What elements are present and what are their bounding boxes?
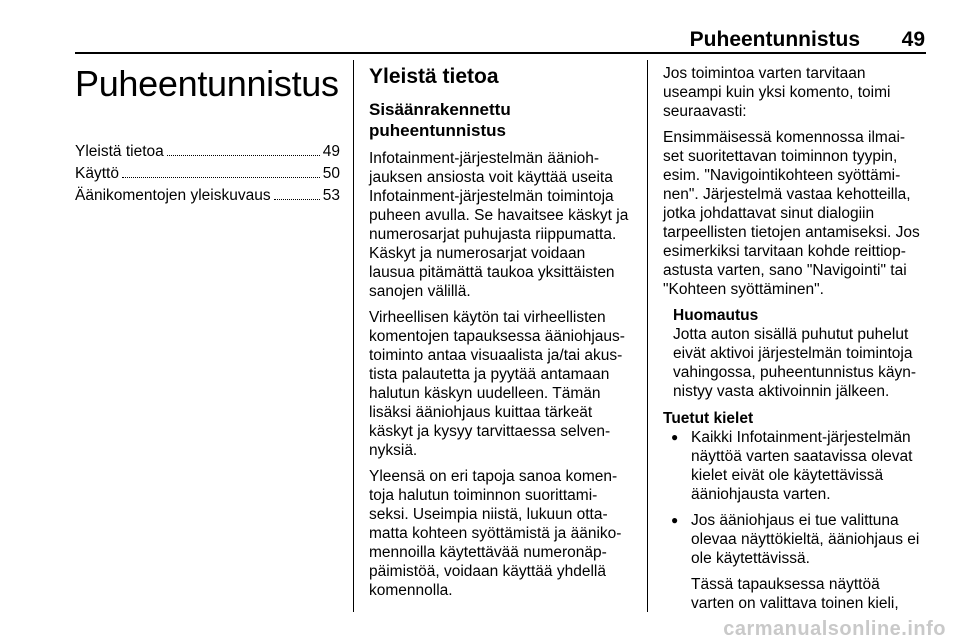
toc-label: Käyttö [75,165,119,182]
column-2 [369,64,634,607]
section-heading: Yleistä tietoa [369,65,499,88]
body-paragraph: Infotainment-järjestelmän äänioh- jauksen ansiosta voit käyttää useita Infotainment-järjestelmän toimintoja puheen avulla. Se havaitsee käskyt ja numerosarjat puhujasta riippumatta. Käskyt ja numerosarjat voidaan lausua pitämättä taukoa yksittäisten sanojen välillä. [369,150,629,300]
column-divider-1 [353,60,354,612]
bullet-icon: ● [671,513,679,527]
toc-entry[interactable] [75,142,340,164]
running-header-title: Puheentunnistus [689,28,860,51]
toc-page: 50 [322,165,340,182]
list-item-text: Jos ääniohjaus ei tue valittuna olevaa näyttökieltä, ääniohjaus ei ole käytettävissä. [691,512,920,567]
toc-entry[interactable] [75,186,340,208]
toc-leader-dots [122,177,320,178]
subsection-heading: Sisäänrakennettu puheentunnistus [369,100,511,140]
note-box [673,306,928,401]
list-item-text: Kaikki Infotainment-järjestelmän näyttöä varten saatavissa olevat kielet eivät ole käytettävissä ääniohjausta varten. [691,429,913,503]
note-text: Jotta auton sisällä puhutut puhelut eivät aktivoi järjestelmän toimintoja vahingossa, puheentunnistus käyn- nistyy vasta aktivoinnin jälkeen. [673,326,916,400]
body-paragraph: Yleensä on eri tapoja sanoa komen- toja halutun toiminnon suorittami- seksi. Useimpia niistä, lukuun otta- matta kohteen syöttämistä ja ääniko- mennoilla käytettävää numeronäp- päimistöä, voidaan käyttää yhdellä komennolla. [369,468,622,599]
note-title: Huomautus [673,307,759,324]
watermark: carmanualsonline.info [723,618,946,640]
toc-page: 49 [322,143,340,160]
body-paragraph: Virheellisen käytön tai virheellisten komentojen tapauksessa ääniohjaus- toiminto antaa visuaalista ja/tai akus- tista palautetta ja pyytää antamaan halutun käskyn uudelleen. Tämän lisäksi ääniohjaus kuittaa tärkeät käskyt ja kysyy tarvittaessa selven- nyksiä. [369,309,625,459]
table-of-contents [75,142,340,208]
chapter-title: Puheentunnistus [75,63,339,104]
list-item-continuation: Tässä tapauksessa näyttöä varten on valittava toinen kieli, [691,576,899,612]
toc-entry[interactable] [75,164,340,186]
toc-leader-dots [167,155,320,156]
body-paragraph: Jos toimintoa varten tarvitaan useampi kuin yksi komento, toimi seuraavasti: [663,65,891,120]
toc-label: Äänikomentojen yleiskuvaus [75,187,271,204]
page-number: 49 [901,28,925,51]
list-item [671,511,928,568]
bullet-icon: ● [671,430,679,444]
header-rule [75,52,926,54]
list-item [671,428,928,504]
column-3 [663,64,928,613]
toc-leader-dots [274,199,320,200]
toc-page: 53 [322,187,340,204]
column-1 [75,64,340,208]
subsection-heading: Tuetut kielet [663,410,754,427]
toc-label: Yleistä tietoa [75,143,164,160]
body-paragraph: Ensimmäisessä komennossa ilmai- set suoritettavan toiminnon tyypin, esim. "Navigointikohteen syöttämi- nen". Järjestelmä vastaa kehotteilla, jotka johdattavat sinut dialogiin tarpeellisten tietojen antamiseksi. Jos esimerkiksi tarvitaan kohde reittiop- astusta varten, sano "Navigointi" tai "Kohteen syöttäminen". [663,129,920,298]
column-divider-2 [647,60,648,612]
